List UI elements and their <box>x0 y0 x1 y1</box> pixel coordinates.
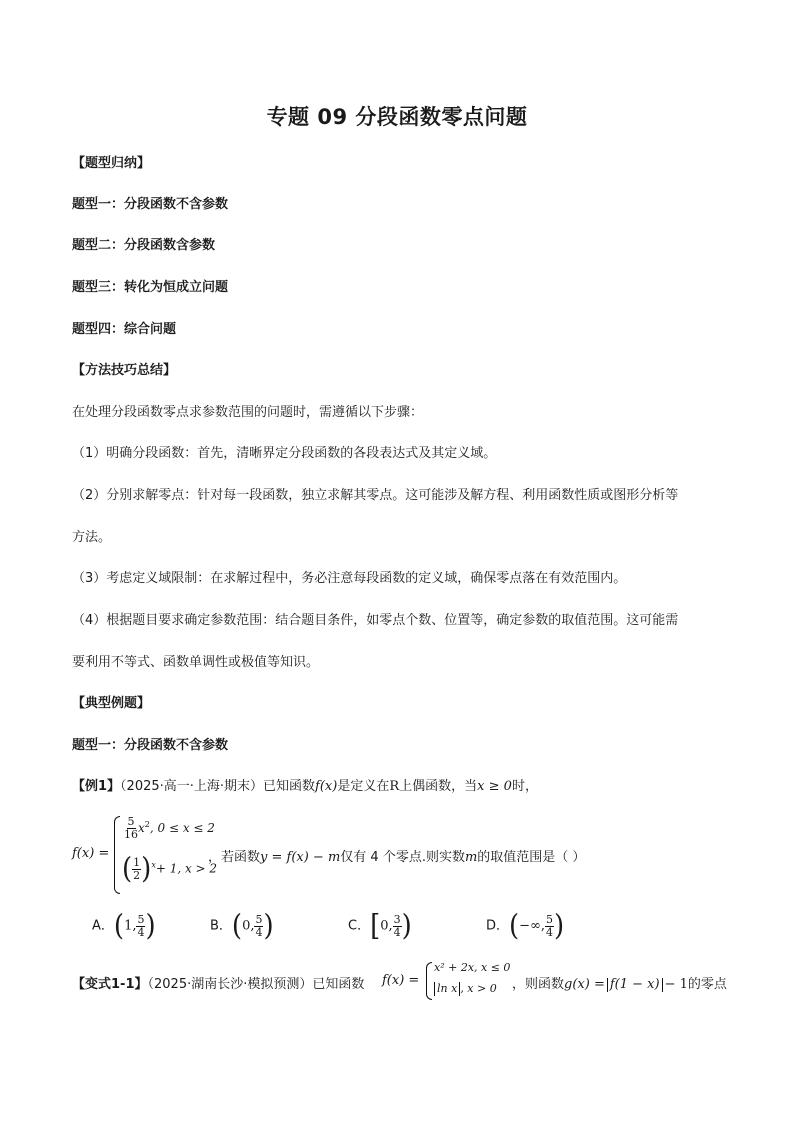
example-text: 已知函数 <box>263 779 316 794</box>
step-2: （2）分别求解零点：针对每一段函数，独立求解其零点。这可能涉及解方程、利用函数性质或图形分析等 <box>72 488 679 503</box>
brace-icon <box>114 816 120 894</box>
example-text: 是定义在 <box>337 779 390 794</box>
variant-lhs: f(x) = <box>382 973 420 988</box>
condition: x ≥ 0 <box>477 779 512 794</box>
option-c[interactable]: C．[0, $\frac{3}{4}$ ) <box>348 909 412 943</box>
piece-2: ( $\frac{1}{2}$ )$^x$+ 1, x > 2 <box>122 852 218 886</box>
question-text: ，若函数y = f(x) − m仅有 4 个零点.则实数m的取值范围是（ ） <box>208 850 586 865</box>
step-3: （3）考虑定义域限制：在求解过程中，务必注意每段函数的定义域，确保零点落在有效范围内。 <box>72 571 627 586</box>
summary-header: 【题型归纳】 <box>72 156 151 171</box>
variant-piece-2: ln x , x > 0 <box>434 982 497 996</box>
variant-1-1: 【变式1-1】（2025·湖南长沙·模拟预测）已知函数 f(x) = x² + 2x, x ≤ 0 ln x , x > 0 ，则函数g(x) = f(1 − x) − 1的零点 <box>72 962 732 1002</box>
variant-tag: 【变式1-1】 <box>72 977 148 992</box>
piece-1: $\frac{5}{16}$ $x^2$, 0 ≤ x ≤ 2 <box>124 815 215 841</box>
example-source: （2025·高一·上海·期末） <box>120 779 264 794</box>
type-item-3: 题型三：转化为恒成立问题 <box>72 280 229 295</box>
real-set: R <box>389 779 400 794</box>
type1-header: 题型一：分段函数不含参数 <box>72 738 229 753</box>
step-2-cont: 方法。 <box>72 530 112 545</box>
type-item-1: 题型一：分段函数不含参数 <box>72 197 229 212</box>
variant-tail: ，则函数g(x) = f(1 − x) − 1的零点 <box>512 977 727 992</box>
step-4-cont: 要利用不等式、函数单调性或极值等知识。 <box>72 655 320 670</box>
examples-header: 【典型例题】 <box>72 696 151 711</box>
example-text: 上偶函数，当 <box>399 779 478 794</box>
step-1: （1）明确分段函数：首先，清晰界定分段函数的各段表达式及其定义域。 <box>72 446 497 461</box>
fx-symbol: f(x) <box>315 779 338 794</box>
brace-icon <box>426 962 432 1000</box>
method-intro: 在处理分段函数零点求参数范围的问题时，需遵循以下步骤： <box>72 405 424 420</box>
piecewise-function <box>72 812 732 896</box>
page-title: 专题 09 分段函数零点问题 <box>266 105 528 129</box>
type-item-4: 题型四：综合问题 <box>72 322 177 337</box>
step-4: （4）根据题目要求确定参数范围：结合题目条件，如零点个数、位置等，确定参数的取值范围。这可能需 <box>72 613 679 628</box>
option-b[interactable]: B．(0, $\frac{5}{4}$ ) <box>210 909 274 943</box>
example-tag: 【例1】 <box>72 779 121 794</box>
example-1-line <box>72 775 538 794</box>
option-d[interactable]: D．(−∞, $\frac{5}{4}$ ) <box>486 909 565 943</box>
method-header: 【方法技巧总结】 <box>72 363 177 378</box>
variant-piece-1: x² + 2x, x ≤ 0 <box>434 961 511 974</box>
piecewise-lhs: f(x) = <box>72 846 110 861</box>
option-a[interactable]: A．(1, $\frac{5}{4}$ ) <box>92 909 156 943</box>
variant-source: （2025·湖南长沙·模拟预测） <box>147 977 313 992</box>
example-text: 时， <box>511 779 538 794</box>
type-item-2: 题型二：分段函数含参数 <box>72 238 216 253</box>
